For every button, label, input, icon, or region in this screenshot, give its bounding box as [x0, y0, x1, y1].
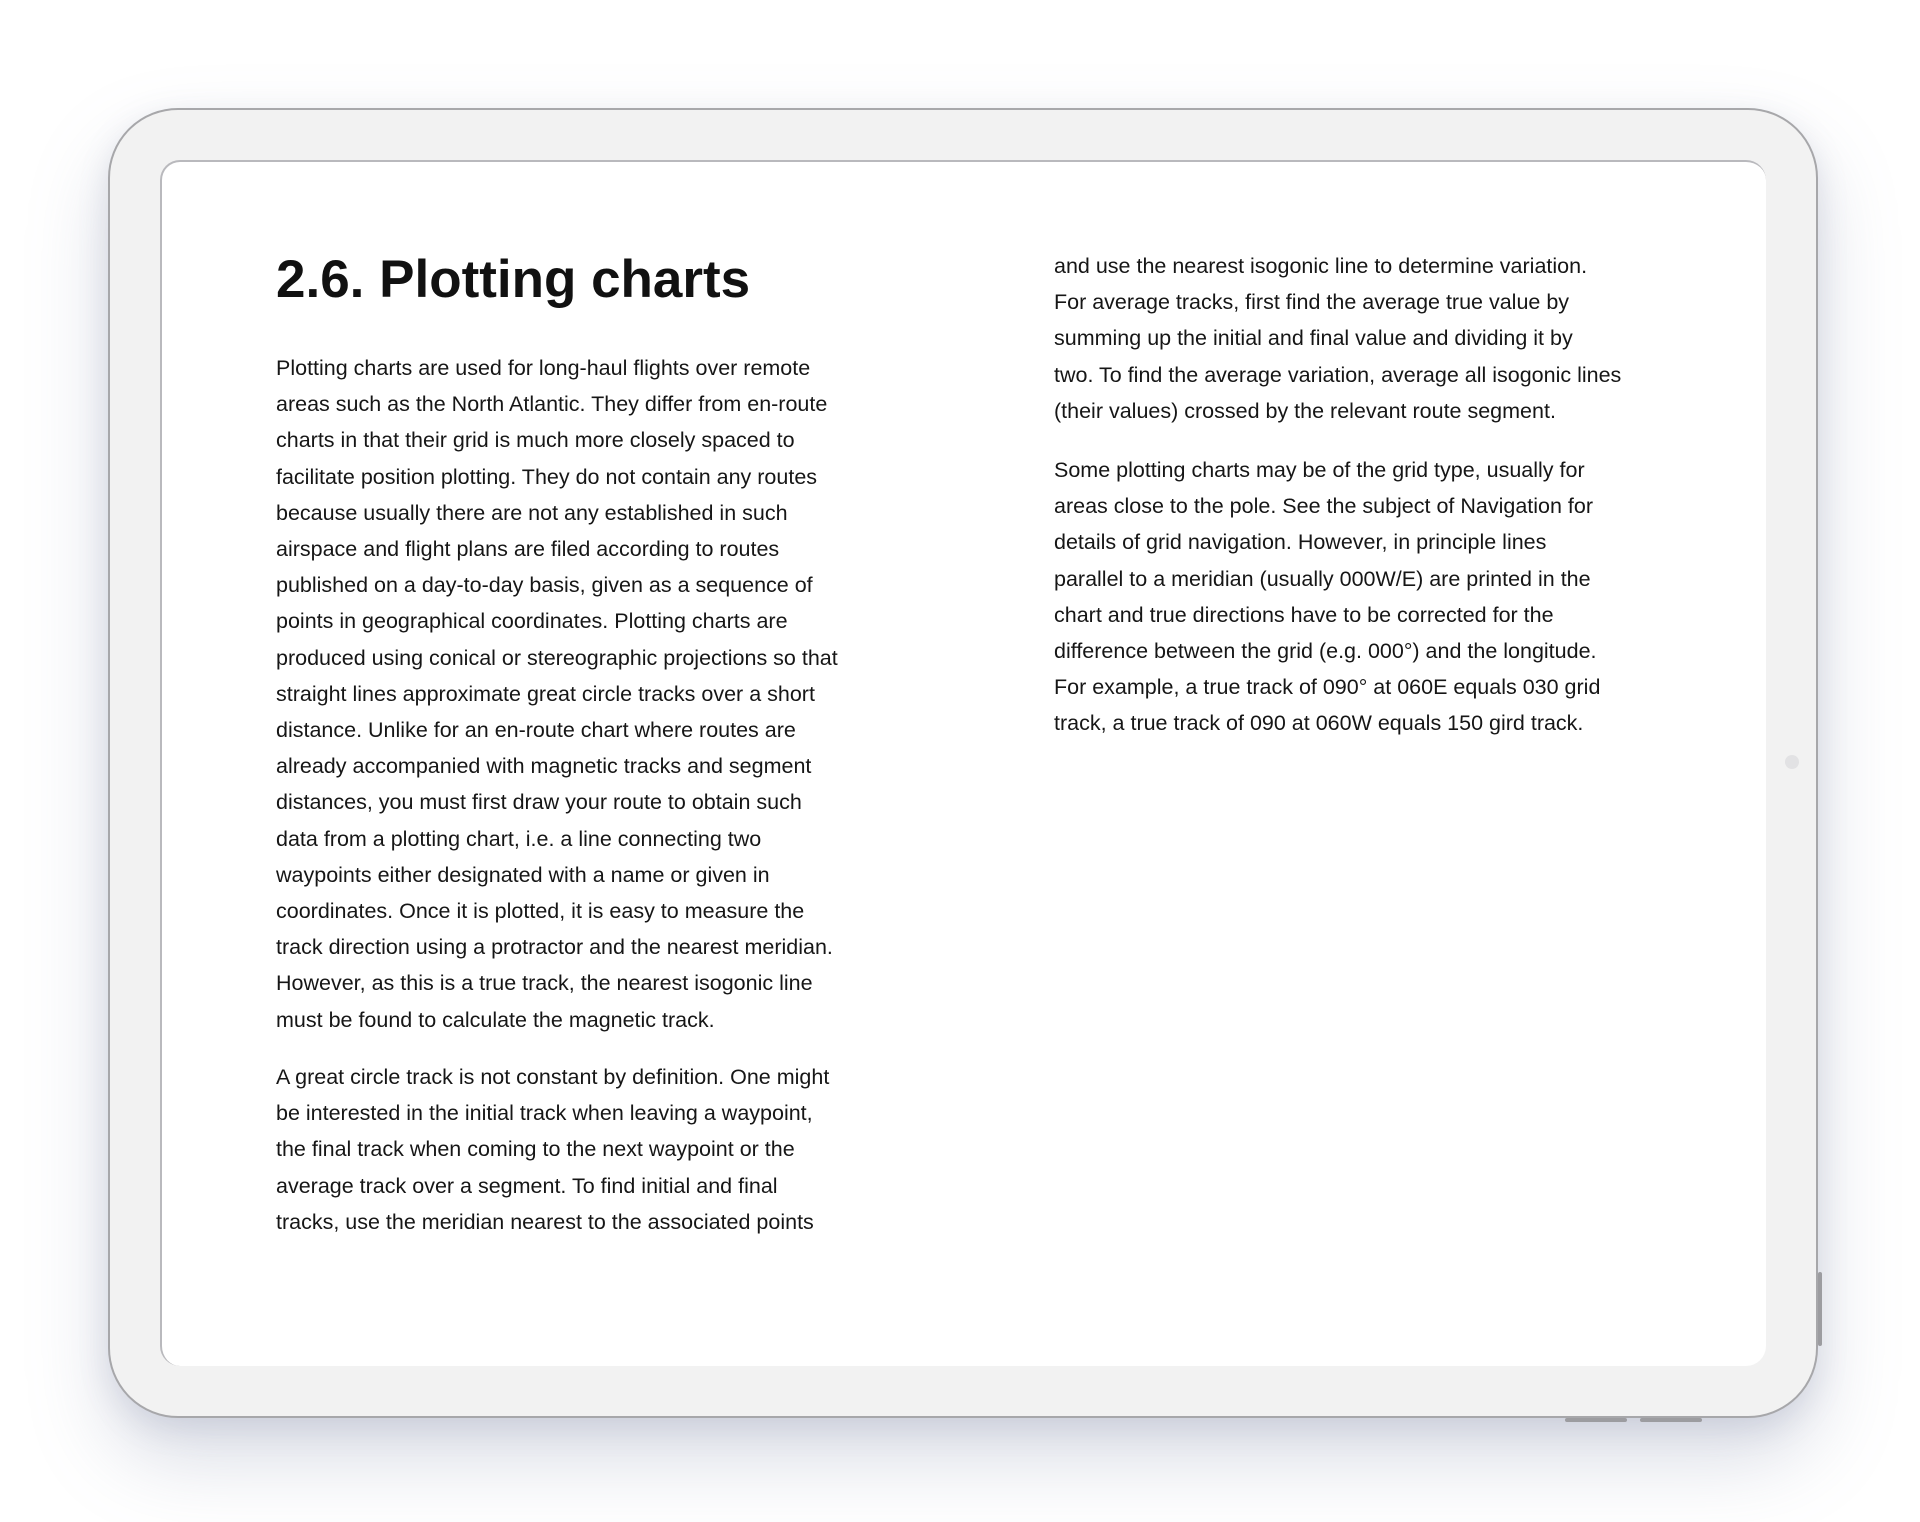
text-line: be interested in the initial track when leaving a waypoint,	[276, 1101, 813, 1126]
text-line: the final track when coming to the next waypoint or the	[276, 1137, 795, 1162]
tablet-screen[interactable]	[160, 160, 1766, 1366]
text-line: distance. Unlike for an en-route chart where routes are	[276, 718, 796, 743]
volume-up-button	[1565, 1418, 1627, 1422]
paragraph-great-circle-track	[276, 1059, 829, 1240]
page-title: 2.6. Plotting charts	[276, 250, 751, 309]
text-line: published on a day-to-day basis, given as a sequence of	[276, 573, 813, 598]
side-button	[1818, 1272, 1822, 1346]
text-line: summing up the initial and final value and dividing it by	[1054, 326, 1573, 351]
text-line: average track over a segment. To find initial and final	[276, 1173, 778, 1198]
text-line: (their values) crossed by the relevant route segment.	[1054, 398, 1556, 423]
paragraph-average-tracks	[1054, 248, 1621, 429]
text-line: because usually there are not any established in such	[276, 500, 788, 525]
text-line: parallel to a meridian (usually 000W/E) are printed in the	[1054, 566, 1591, 591]
paragraph-plotting-charts-intro	[276, 350, 838, 1038]
text-line: Some plotting charts may be of the grid type, usually for	[1054, 458, 1585, 482]
text-line: straight lines approximate great circle tracks over a short	[276, 681, 815, 706]
text-line: For average tracks, first find the average true value by	[1054, 290, 1570, 315]
text-line: chart and true directions have to be corrected for the	[1054, 602, 1554, 627]
text-line: produced using conical or stereographic projections so that	[276, 645, 838, 670]
text-line: areas such as the North Atlantic. They differ from en-route	[276, 392, 828, 417]
text-line: data from a plotting chart, i.e. a line connecting two	[276, 826, 762, 851]
paragraph-grid-type-charts	[1054, 452, 1600, 742]
text-line: For example, a true track of 090° at 060E equals 030 grid	[1054, 675, 1601, 700]
text-line: Plotting charts are used for long-haul flights over remote	[276, 356, 811, 380]
text-line: difference between the grid (e.g. 000°) and the longitude.	[1054, 639, 1597, 664]
text-line: already accompanied with magnetic tracks and segment	[276, 754, 812, 779]
text-line: two. To find the average variation, average all isogonic lines	[1054, 362, 1622, 387]
text-line: points in geographical coordinates. Plotting charts are	[276, 609, 788, 634]
text-line: distances, you must first draw your route to obtain such	[276, 790, 802, 815]
text-line: coordinates. Once it is plotted, it is easy to measure the	[276, 899, 805, 924]
text-line: tracks, use the meridian nearest to the associated points	[276, 1209, 814, 1234]
front-camera-icon	[1785, 755, 1799, 769]
text-line: airspace and flight plans are filed according to routes	[276, 537, 780, 562]
text-line: track, a true track of 090 at 060W equals 150 gird track.	[1054, 711, 1584, 736]
text-line: However, as this is a true track, the nearest isogonic line	[276, 971, 813, 996]
text-line: track direction using a protractor and the nearest meridian.	[276, 935, 833, 960]
text-line: waypoints either designated with a name or given in	[276, 862, 770, 887]
text-line: charts in that their grid is much more closely spaced to	[276, 428, 795, 453]
volume-down-button	[1640, 1418, 1702, 1422]
text-line: areas close to the pole. See the subject of Navigation for	[1054, 494, 1594, 519]
text-line: and use the nearest isogonic line to determine variation.	[1054, 254, 1588, 278]
text-line: details of grid navigation. However, in principle lines	[1054, 530, 1547, 555]
text-line: facilitate position plotting. They do not contain any routes	[276, 464, 818, 489]
text-line: must be found to calculate the magnetic track.	[276, 1007, 715, 1032]
text-line: A great circle track is not constant by definition. One might	[276, 1065, 830, 1089]
